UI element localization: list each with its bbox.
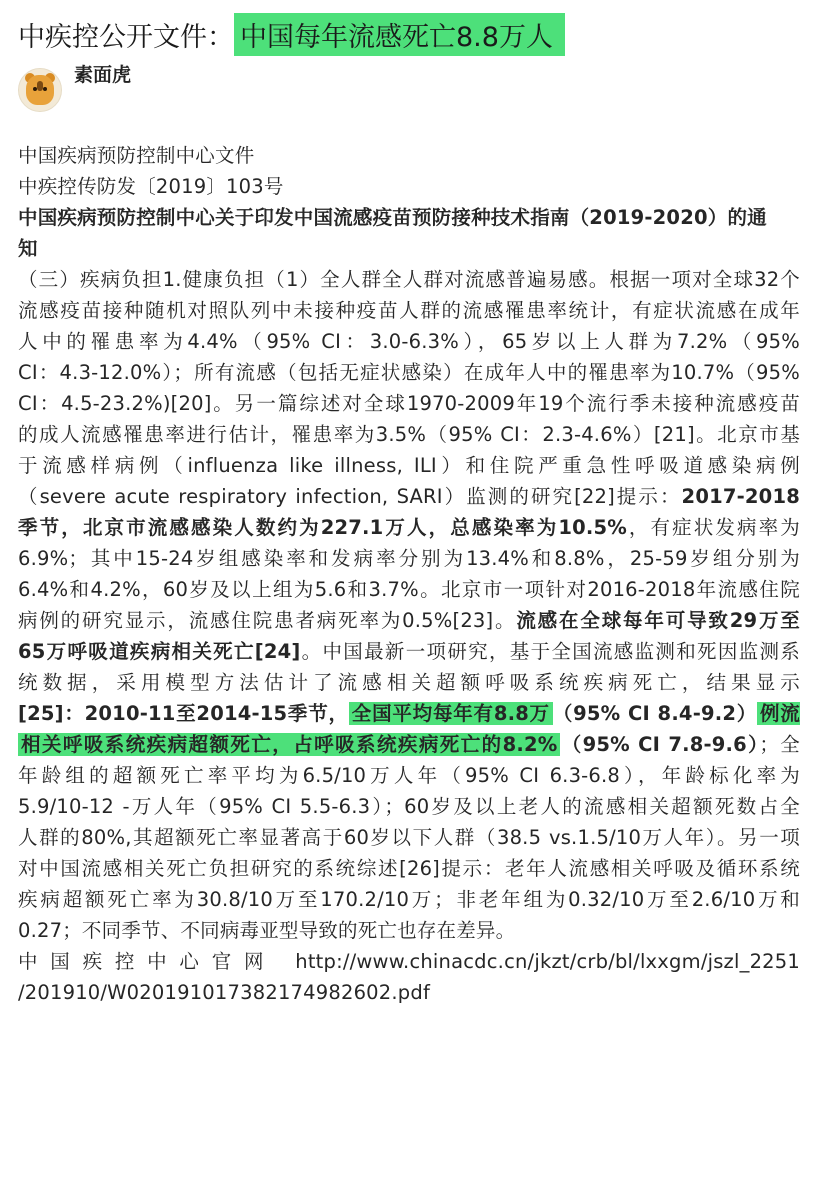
body-line <box>18 636 800 667</box>
body-line: 流感疫苗接种随机对照队列中未接种疫苗人群的流感罹患率统计，有症状流感在成年 <box>18 299 800 322</box>
bold-text: [25]： <box>18 702 85 725</box>
bold-text: 65万呼吸道疾病相关死亡[24] <box>18 640 301 663</box>
source-link[interactable]: /201910/W020191017382174982602.pdf <box>18 981 431 1004</box>
bold-text: （95% CI 8.4-9.2） <box>552 702 758 725</box>
avatar[interactable] <box>18 68 62 112</box>
highlighted-text: 全国平均每年有8.8万 <box>349 702 553 725</box>
title-highlight: 中国每年流感死亡8.8万人 <box>234 13 565 56</box>
body-line: 的成人流感罹患率进行估计，罹患率为3.5%（95% CI：2.3-4.6%）[21]。北京市基 <box>18 423 800 446</box>
bold-text: 2010-11至2014-15季节， <box>84 702 349 725</box>
body-text: 。中国最新一项研究，基于全国流感监测和死因监测系 <box>300 640 800 663</box>
tiger-eye-icon <box>43 87 47 91</box>
article-title <box>18 12 800 56</box>
body-line <box>18 605 800 636</box>
highlighted-text: 相关呼吸系统疾病超额死亡，占呼吸系统疾病死亡的8.2% <box>18 733 560 756</box>
body-line: 年龄组的超额死亡率平均为6.5/10万人年（95% CI 6.3-6.8），年龄标化率为 <box>18 764 800 787</box>
body-line: 疾病超额死亡率为30.8/10万至170.2/10万；非老年组为0.32/10万至2.6/10万和 <box>18 888 800 911</box>
highlighted-text: 例流 <box>18 702 800 729</box>
body-line: 人群的80%,其超额死亡率显著高于60岁以下人群（38.5 vs.1.5/10万人年）。另一项 <box>18 826 800 849</box>
article-body <box>18 140 800 1008</box>
body-line: 0.27；不同季节、不同病毒亚型导致的死亡也存在差异。 <box>18 919 516 942</box>
body-line: （三）疾病负担1.健康负担（1）全人群全人群对流感普遍易感。根据一项对全球32个 <box>18 268 800 291</box>
doc-title-line: 中国疾病预防控制中心关于印发中国流感疫苗预防接种技术指南（2019-2020）的通 <box>18 206 767 229</box>
tiger-eye-icon <box>33 87 37 91</box>
body-line: CI：4.3-12.0%）；所有流感（包括无症状感染）在成年人中的罹患率为10.7%（95% <box>18 361 800 384</box>
body-line: 人中的罹患率为4.4%（95% CI：3.0-6.3%），65岁以上人群为7.2%（95% <box>18 330 800 353</box>
bold-text: 2017-2018 <box>681 485 800 508</box>
body-line: 于流感样病例（influenza like illness, ILI）和住院严重急性呼吸道感染病例 <box>18 454 800 477</box>
title-prefix: 中疾控公开文件： <box>18 21 234 53</box>
source-link[interactable]: 中国疾控中心官网 http://www.chinacdc.cn/jkzt/crb/bl/lxxgm/jszl_2251 <box>18 950 800 973</box>
bold-text: 季节，北京市流感感染人数约为227.1万人，总感染率为10.5% <box>18 516 627 539</box>
body-line: 对中国流感相关死亡负担研究的系统综述[26]提示：老年人流感相关呼吸及循环系统 <box>18 857 800 880</box>
body-text: ，有症状发病率为 <box>627 516 800 539</box>
doc-number: 中疾控传防发〔2019〕103号 <box>18 175 284 198</box>
author-name[interactable]: 素面虎 <box>74 64 132 86</box>
bold-text: 流感在全球每年可导致29万至 <box>516 609 800 632</box>
doc-title-line: 知 <box>18 237 38 260</box>
body-line: 统数据，采用模型方法估计了流感相关超额呼吸系统疾病死亡，结果显示 <box>18 671 800 694</box>
body-line: CI：4.5-23.2%)[20]。另一篇综述对全球1970-2009年19个流行季未接种流感疫苗 <box>18 392 800 415</box>
body-line <box>18 729 800 760</box>
body-line <box>18 481 800 512</box>
body-line: 6.4%和4.2%，60岁及以上组为5.6和3.7%。北京市一项针对2016-2018年流感住院 <box>18 578 800 601</box>
body-line: 5.9/10-12 -万人年（95% CI 5.5-6.3）；60岁及以上老人的流感相关超额死数占全 <box>18 795 800 818</box>
body-line: 6.9%；其中15-24岁组感染率和发病率分别为13.4%和8.8%，25-59岁组分别为 <box>18 547 800 570</box>
doc-issuer: 中国疾病预防控制中心文件 <box>18 144 255 167</box>
body-line <box>18 698 800 729</box>
bold-text: （95% CI 7.8-9.6） <box>560 733 760 756</box>
author-row <box>18 62 131 114</box>
body-line <box>18 512 800 543</box>
body-text: （severe acute respiratory infection, SARI）监测的研究[22]提示： <box>18 485 682 508</box>
body-text: 病例的研究显示，流感住院患者病死率为0.5%[23]。 <box>18 609 517 632</box>
body-text: ；全 <box>759 733 800 756</box>
